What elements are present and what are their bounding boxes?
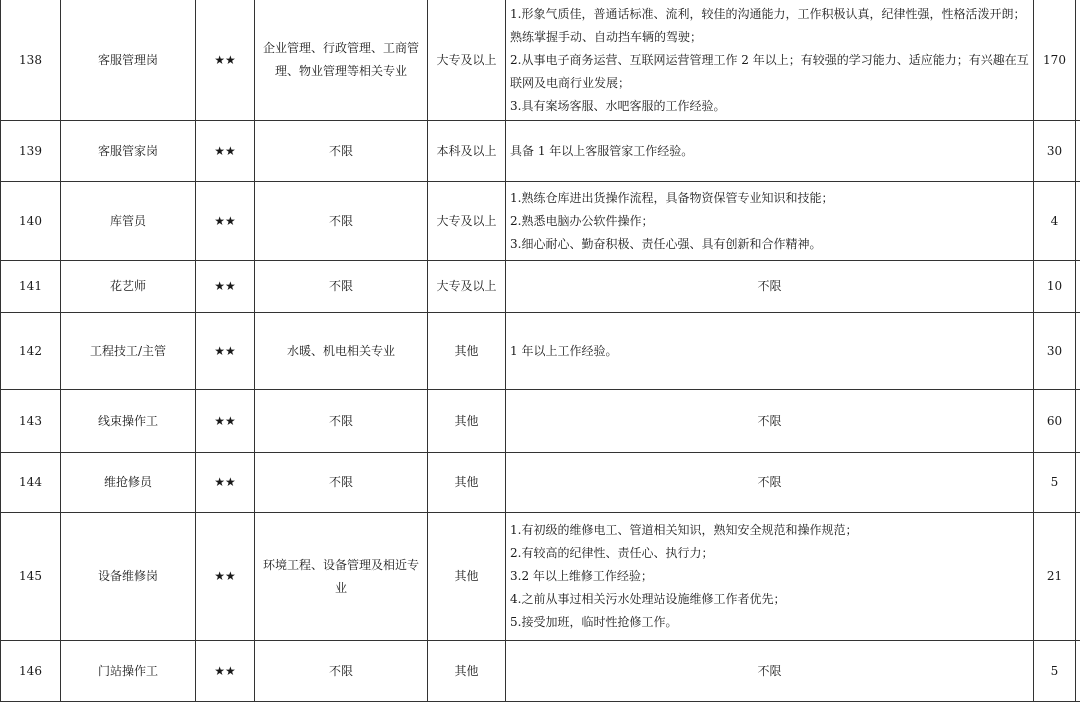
table-row: [1, 453, 1080, 513]
requirement-line: 3.具有案场客服、水吧客服的工作经验。: [510, 98, 726, 113]
requirement-line: 不限: [757, 663, 782, 678]
requirement-line: 不限: [757, 279, 782, 293]
major-requirement: 环境工程、设备管理及相近专业: [255, 513, 428, 641]
requirement-line: 5.接受加班，临时性抢修工作。: [510, 615, 678, 629]
education-requirement: 本科及以上: [428, 121, 506, 182]
table-row: [1, 641, 1080, 702]
other-requirements: [506, 313, 1034, 390]
table-row: [1, 0, 1080, 121]
hiring-count: 10: [1034, 261, 1076, 313]
requirement-line: 不限: [757, 475, 782, 489]
position-name: 花艺师: [61, 261, 196, 313]
education-requirement: 其他: [428, 641, 506, 702]
education-requirement: 大专及以上: [428, 261, 506, 313]
position-name: 门站操作工: [61, 641, 196, 702]
position-name: 库管员: [61, 182, 196, 261]
requirement-line: 1.有初级的维修电工、管道相关知识，熟知安全规范和操作规范；: [510, 523, 858, 537]
table-row: [1, 390, 1080, 453]
row-id: 139: [1, 121, 61, 182]
major-requirement: 企业管理、行政管理、工商管理、物业管理等相关专业: [255, 0, 428, 121]
hiring-count: 30: [1034, 313, 1076, 390]
major-requirement: 不限: [255, 121, 428, 182]
requirement-line: 3.细心耐心、勤奋积极、责任心强、具有创新和合作精神。: [510, 236, 822, 251]
other-requirements: [506, 453, 1034, 513]
other-requirements: [506, 0, 1034, 121]
row-id: 146: [1, 641, 61, 702]
requirement-line: 1 年以上工作经验。: [510, 343, 618, 358]
requirement-line: 具备 1 年以上客服管家工作经验。: [510, 143, 694, 158]
position-name: 线束操作工: [61, 390, 196, 453]
edge-cell: [1076, 121, 1080, 182]
education-requirement: 大专及以上: [428, 0, 506, 121]
requirement-line: 2.熟悉电脑办公软件操作；: [510, 213, 654, 228]
level-stars: ★★: [196, 313, 255, 390]
major-requirement: 不限: [255, 453, 428, 513]
education-requirement: 其他: [428, 513, 506, 641]
row-id: 140: [1, 182, 61, 261]
requirement-line: 3.2 年以上维修工作经验；: [510, 569, 653, 583]
hiring-count: 60: [1034, 390, 1076, 453]
level-stars: ★★: [196, 182, 255, 261]
table-row: [1, 121, 1080, 182]
hiring-count: 170: [1034, 0, 1076, 121]
edge-cell: [1076, 390, 1080, 453]
edge-cell: [1076, 453, 1080, 513]
row-id: 141: [1, 261, 61, 313]
row-id: 145: [1, 513, 61, 641]
position-name: 设备维修岗: [61, 513, 196, 641]
major-requirement: 不限: [255, 261, 428, 313]
table-row: [1, 313, 1080, 390]
major-requirement: 水暖、机电相关专业: [255, 313, 428, 390]
requirement-line: 不限: [757, 413, 782, 428]
requirement-line: 2.从事电子商务运营、互联网运营管理工作 2 年以上；有较强的学习能力、适应能力；有兴趣在互联网及电商行业发展；: [510, 52, 1029, 90]
position-name: 维抢修员: [61, 453, 196, 513]
major-requirement: 不限: [255, 390, 428, 453]
requirement-line: 4.之前从事过相关污水处理站设施维修工作者优先；: [510, 592, 786, 606]
other-requirements: [506, 513, 1034, 641]
row-id: 143: [1, 390, 61, 453]
other-requirements: [506, 261, 1034, 313]
major-requirement: 不限: [255, 182, 428, 261]
education-requirement: 其他: [428, 313, 506, 390]
education-requirement: 大专及以上: [428, 182, 506, 261]
other-requirements: [506, 390, 1034, 453]
level-stars: ★★: [196, 121, 255, 182]
row-id: 138: [1, 0, 61, 121]
row-id: 142: [1, 313, 61, 390]
edge-cell: [1076, 261, 1080, 313]
hiring-count: 30: [1034, 121, 1076, 182]
major-requirement: 不限: [255, 641, 428, 702]
edge-cell: [1076, 513, 1080, 641]
table-row: [1, 182, 1080, 261]
row-id: 144: [1, 453, 61, 513]
education-requirement: 其他: [428, 453, 506, 513]
position-name: 工程技工/主管: [61, 313, 196, 390]
requirement-line: 1.熟练仓库进出货操作流程，具备物资保管专业知识和技能；: [510, 190, 834, 205]
position-name: 客服管家岗: [61, 121, 196, 182]
level-stars: ★★: [196, 641, 255, 702]
level-stars: ★★: [196, 261, 255, 313]
other-requirements: [506, 182, 1034, 261]
level-stars: ★★: [196, 453, 255, 513]
edge-cell: [1076, 641, 1080, 702]
requirement-line: 1.形象气质佳，普通话标准、流利，较佳的沟通能力，工作积极认真，纪律性强，性格活泼开朗；熟练掌握手动、自动挡车辆的驾驶；: [510, 6, 1026, 44]
level-stars: ★★: [196, 390, 255, 453]
level-stars: ★★: [196, 513, 255, 641]
other-requirements: [506, 121, 1034, 182]
table-row: [1, 513, 1080, 641]
table-row: [1, 261, 1080, 313]
hiring-count: 21: [1034, 513, 1076, 641]
position-name: 客服管理岗: [61, 0, 196, 121]
hiring-count: 5: [1034, 453, 1076, 513]
edge-cell: [1076, 313, 1080, 390]
education-requirement: 其他: [428, 390, 506, 453]
level-stars: ★★: [196, 0, 255, 121]
edge-cell: [1076, 182, 1080, 261]
job-table-body: [1, 0, 1080, 702]
edge-cell: [1076, 0, 1080, 121]
hiring-count: 5: [1034, 641, 1076, 702]
requirement-line: 2.有较高的纪律性、责任心、执行力；: [510, 546, 714, 560]
hiring-count: 4: [1034, 182, 1076, 261]
other-requirements: [506, 641, 1034, 702]
